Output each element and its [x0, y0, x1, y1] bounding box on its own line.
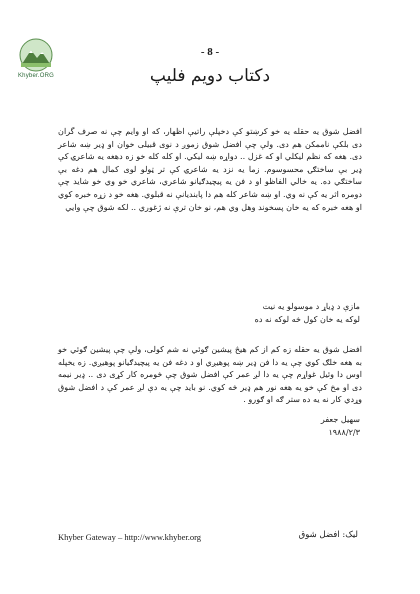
- signature-name: سهیل جعفر: [320, 414, 360, 424]
- verse-line-1: مازې د ډیاړ د موسولو یه نیت: [262, 301, 360, 311]
- verse-line-2: لوکه یه خان کول څه لوکه نه ده: [254, 314, 360, 324]
- page-title: دکتاب دویم فلیپ: [149, 66, 271, 86]
- logo-text: Khyber.ORG: [17, 73, 54, 79]
- footer-website: Khyber Gateway – http://www.khyber.org: [58, 532, 202, 542]
- footer-author: لیک: افضل شوق: [298, 530, 358, 540]
- signature-date: ۱۹۸۸/۲/۳: [328, 427, 360, 437]
- page-number: - 8 -: [200, 46, 220, 58]
- paragraph-2: افضل شوق یه حقله زه کم از کم هیڅ پیشین ګوئي نه شم کولی، ولې چې پیشین ګوئي خو به هغه خلګ کوي چې یه دا فن ډیر ښه پوهیږي او د دغه فن یه پیچیدګیانو پوهیږي. زه یخپله اوس دا وئیل غواړم چې یه دا لږ عمر کې افضل شوق چې څومره کار کړی دی .. ډیر نیمه دی او مخ کې خو یه هغه نور هم ډیر څه کوي. نو باید چې یه دې لږ عمر کې د افضل شوق وړدي کار نه یه ده ستر ګه او ګورو .: [58, 344, 362, 405]
- paragraph-1: افضل شوق یه حقله یه خو کرښتو کې دخپلې راتیې اظهار، که او وایم چې نه صرف گران دی بلکې ناممکن هم دی. ولې چې افضل شوق زموږ د نوی قبیلی خوان او ډیر ښه شاعر دی. هغه که نظم لیکلي او که غزل .. دواړه ښه لیکي. او کله کله خو زه دهغه یه شاعرۍ کې ډیر بې ساختګۍ محسوسوم. زما یه نزد یه شاعرۍ کې تر ټولو لوی کمال هم دغه بې ساختګي ده. یه خالي الفاظو او د فن یه پیچیدګیانو شاعري، شاعري خو وي خو شاید چې دومره اثر یه کې نه وي. او ښه شاعر کله هم دا پابندیانې نه قبلوي. هغه خو د زړه خبره کوي او هغه خبره که یه خان پسخوند وهل وي هم، نو خان ترې نه ژغوري .. لکه شوق چې وايي: [58, 126, 362, 212]
